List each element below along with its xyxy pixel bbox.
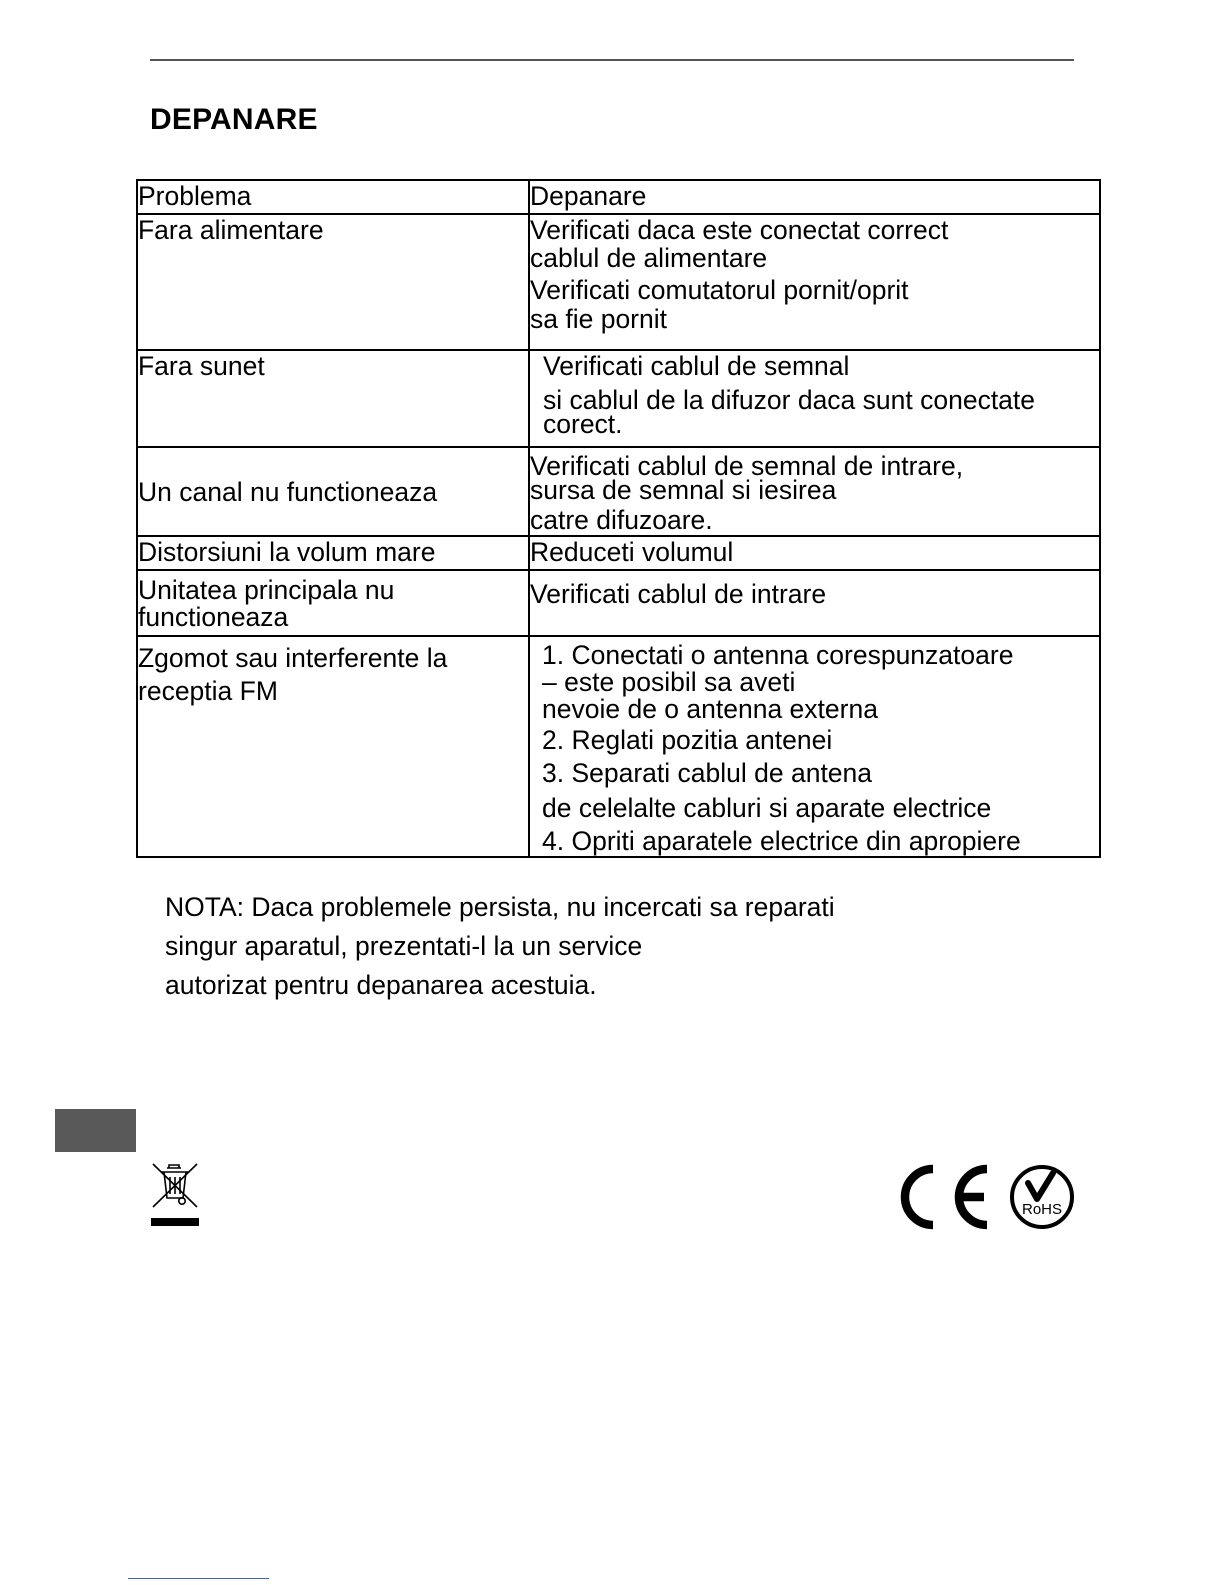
header-problem: Problema — [137, 180, 529, 214]
page-title: DEPANARE — [150, 103, 318, 136]
solution-cell: Verificati cablul de semnal si cablul de la difuzor daca sunt conectate corect. — [529, 350, 1100, 447]
table-header-row — [137, 180, 1100, 214]
table-row — [137, 214, 1100, 350]
note-line: autorizat pentru depanarea acestuia. — [165, 970, 597, 1000]
problem-cell: Distorsiuni la volum mare — [137, 536, 529, 570]
solution-cell: Reduceti volumul — [529, 536, 1100, 570]
note-line: singur aparatul, prezentati-l la un service — [165, 931, 643, 961]
note-line: NOTA: Daca problemele persista, nu incercati sa reparati — [165, 892, 835, 922]
troubleshooting-table — [136, 179, 1101, 858]
table-row — [137, 570, 1100, 636]
problem-cell: Un canal nu functioneaza — [137, 447, 529, 536]
page-side-tab — [55, 1109, 136, 1152]
crossed-out-wheelie-bin-icon — [150, 1160, 200, 1227]
ce-mark — [905, 1169, 987, 1225]
header-rule — [150, 59, 1074, 61]
solution-cell: Verificati cablul de semnal de intrare, sursa de semnal si iesirea catre difuzoare. — [529, 447, 1100, 536]
certification-marks — [900, 1163, 1078, 1233]
footer-link-underline — [128, 1578, 269, 1579]
table-row — [137, 536, 1100, 570]
problem-cell: Fara alimentare — [137, 214, 529, 350]
checkmark-icon — [1028, 1173, 1053, 1199]
problem-cell: Fara sunet — [137, 350, 529, 447]
problem-cell: Unitatea principala nu functioneaza — [137, 570, 529, 636]
solution-cell: Verificati cablul de intrare — [529, 570, 1100, 636]
rohs-mark — [1012, 1167, 1072, 1227]
solution-cell: Verificati daca este conectat correct cablul de alimentare Verificati comutatorul pornit/oprit sa fie pornit — [529, 214, 1100, 350]
note-paragraph — [165, 888, 835, 1005]
header-solution: Depanare — [529, 180, 1100, 214]
table-row — [137, 636, 1100, 857]
table-row — [137, 447, 1100, 536]
table-row — [137, 350, 1100, 447]
solution-cell: 1. Conectati o antenna corespunzatoare – este posibil sa aveti nevoie de o antenna externa 2. Reglati pozitia antenei 3. Separati cablul de antena de celelalte cabluri si aparate electrice 4. Opriti aparatele electrice din apropiere — [529, 636, 1100, 857]
rohs-label: RoHS — [1021, 1201, 1063, 1218]
problem-cell: Zgomot sau interferente la receptia FM — [137, 636, 529, 857]
